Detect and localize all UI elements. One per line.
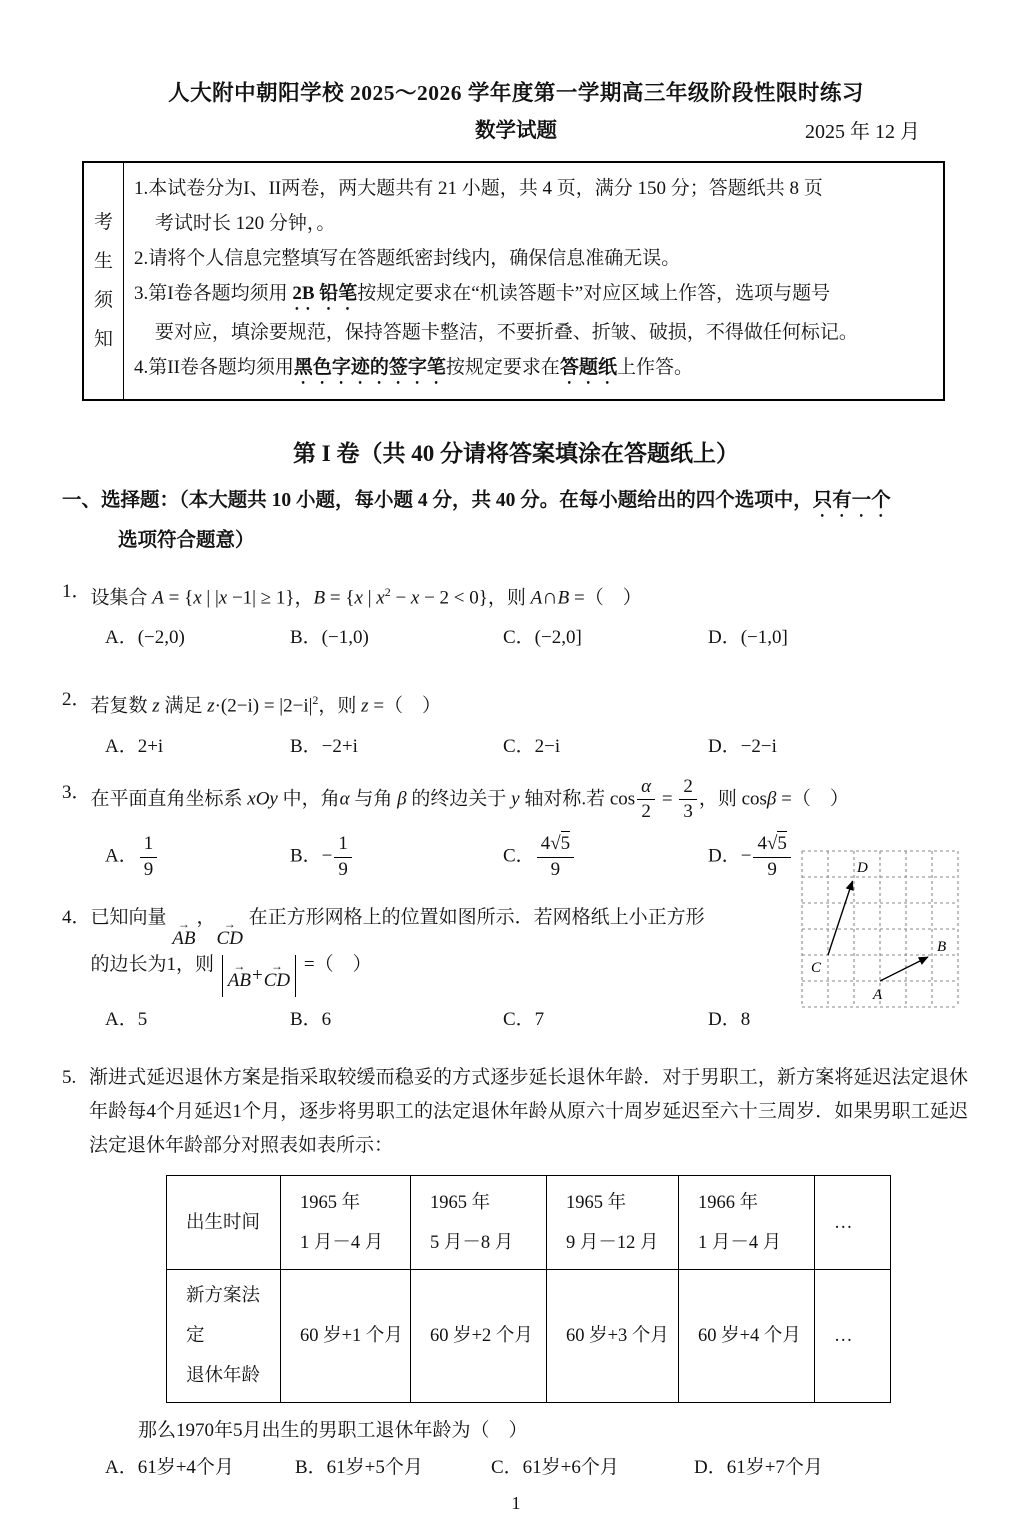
table-cell: 1965 年 9 月－12 月 xyxy=(547,1176,679,1270)
candidate-notice-box xyxy=(82,161,945,401)
question-3-option-b: B．− $\frac{1}{9}$ xyxy=(290,833,503,881)
paper-subtitle-row xyxy=(0,113,1032,145)
table-cell: 1965 年 5 月－8 月 xyxy=(411,1176,547,1270)
table-cell: 60 岁+1 个月 xyxy=(281,1270,411,1403)
vector-cd-arrow xyxy=(828,881,853,955)
page-number: 1 xyxy=(511,1493,521,1514)
question-2 xyxy=(62,683,968,723)
question-5-number: 5. xyxy=(62,1067,77,1089)
question-1-option-c: C．(−2,0] xyxy=(503,627,582,649)
question-3 xyxy=(62,776,968,824)
questions-area xyxy=(62,575,968,1483)
paper-date: 2025 年 12 月 xyxy=(805,121,920,143)
question-4-option-a: A．5 xyxy=(105,1009,148,1031)
question-2-options xyxy=(62,732,968,762)
point-label-a: A xyxy=(873,987,883,1004)
point-label-b: B xyxy=(937,939,947,956)
table-header-retire-age: 新方案法定 退休年龄 xyxy=(167,1270,281,1403)
section-intro: 一、选择题：（本大题共 10 小题，每小题 4 分，共 40 分。在每小题给出的四个选项中，只有一个 选项符合题意） xyxy=(62,490,891,551)
question-1-number: 1． xyxy=(62,581,91,602)
table-cell: 60 岁+2 个月 xyxy=(411,1270,547,1403)
question-5-options xyxy=(62,1453,968,1483)
q4-vector-grid-figure xyxy=(800,847,960,1015)
question-1-option-a: A．(−2,0) xyxy=(105,627,185,649)
question-4-option-b: B．6 xyxy=(290,1009,332,1031)
point-label-d: D xyxy=(857,860,868,877)
question-1-options xyxy=(62,623,968,653)
notice-item-1: 1.本试卷分为I、II两卷，两大题共有 21 小题，共 4 页，满分 150 分；答题纸共 8 页 考试时长 120 分钟，。 xyxy=(134,178,823,234)
part1-title: 第 I 卷（共 40 分请将答案填涂在答题纸上） xyxy=(293,441,739,466)
figure-zone xyxy=(62,833,968,1035)
question-5-option-c: C．61岁+6个月 xyxy=(491,1457,619,1479)
question-2-option-b: B．−2+i xyxy=(290,735,358,757)
question-5 xyxy=(62,1061,968,1163)
notice-item-2: 2.请将个人信息完整填写在答题纸密封线内，确保信息准确无误。 xyxy=(134,248,681,269)
table-header-birth: 出生时间 xyxy=(167,1176,281,1270)
question-5-tail: 那么1970年5月出生的男职工退休年龄为（ ） xyxy=(138,1420,528,1442)
question-4-stem: 已知向量 → AB ， → CD 在正方形网格上的位置如图所示．若网格纸上小正方形 的边长为1，则 → AB + → CD =（ ） xyxy=(91,901,815,997)
question-2-number: 2． xyxy=(62,689,91,711)
table-cell: 60 岁+3 个月 xyxy=(547,1270,679,1403)
paper-title: 人大附中朝阳学校 2025～2026 学年度第一学期高三年级阶段性限时练习 xyxy=(168,81,864,105)
question-2-option-d: D．−2−i xyxy=(708,735,777,757)
question-3-option-c: C． $\frac{4√5}{9}$ xyxy=(503,833,708,881)
question-4-option-d: D．8 xyxy=(708,1009,751,1031)
question-1-option-d: D．(−1,0] xyxy=(708,627,788,649)
question-2-option-a: A．2+i xyxy=(105,735,164,757)
question-2-stem: 若复数 z 满足 $z\cdot(2-i) = |2-i|^2$，则 z =（ ） xyxy=(90,693,442,717)
question-5-stem: 渐进式延迟退休方案是指采取较缓而稳妥的方式逐步延长退休年龄．对于男职工，新方案将延迟法定退休年龄每4个月延迟1个月，逐步将男职工的法定退休年龄从原六十周岁延迟至六十三周岁．如果男职工延迟法定退休年龄部分对照表如表所示： xyxy=(89,1067,968,1157)
question-3-number: 3． xyxy=(62,781,91,803)
question-1-stem: 设集合 A = {x | |x −1| ≥ 1}，B = {x | $x^2 - x - 2 < 0$}，则 A∩B =（ ） xyxy=(90,584,642,609)
notice-item-3: 3.第I卷各题均须用 2B 铅笔按规定要求在“机读答题卡”对应区域上作答，选项与题号 要对应，填涂要规范，保持答题卡整洁，不要折叠、折皱、破损，不得做任何标记。 xyxy=(134,283,858,343)
grid-lines xyxy=(802,851,958,1007)
table-cell: 1965 年 1 月－4 月 xyxy=(281,1176,411,1270)
table-row xyxy=(167,1176,891,1270)
question-3-option-a: A． $\frac{1}{9}$ xyxy=(105,833,290,881)
question-2-option-c: C．2−i xyxy=(503,735,561,757)
table-cell: 60 岁+4 个月 xyxy=(679,1270,815,1403)
table-row xyxy=(167,1270,891,1403)
table-cell: … xyxy=(815,1270,891,1403)
question-3-stem: 在平面直角坐标系 xOy 中，角α 与角 β 的终边关于 y 轴对称.若 cos $\frac{\alpha}{2}$ = $\frac{2}{3}$ ，则 cosβ =（ ） xyxy=(90,775,849,823)
question-1-option-b: B．(−1,0) xyxy=(290,627,369,649)
question-1 xyxy=(62,575,968,615)
table-cell: … xyxy=(815,1176,891,1270)
notice-items xyxy=(124,163,943,399)
question-5-option-a: A．61岁+4个月 xyxy=(105,1457,234,1479)
question-5-option-d: D．61岁+7个月 xyxy=(694,1457,823,1479)
table-cell: 1966 年 1 月－4 月 xyxy=(679,1176,815,1270)
question-5-option-b: B．61岁+5个月 xyxy=(295,1457,423,1479)
notice-item-4: 4.第II卷各题均须用黑色字迹的签字笔按规定要求在答题纸上作答。 xyxy=(134,357,693,378)
retirement-table xyxy=(166,1175,891,1403)
vector-ab-arrow xyxy=(880,957,928,981)
notice-side-label: 考生须知 xyxy=(84,163,124,399)
paper-subject: 数学试题 xyxy=(475,120,557,142)
question-3-option-d: D．− $\frac{4√5}{9}$ xyxy=(708,833,968,881)
point-label-c: C xyxy=(811,960,822,977)
question-4-number: 4． xyxy=(62,907,91,929)
question-4-option-c: C．7 xyxy=(503,1009,545,1031)
